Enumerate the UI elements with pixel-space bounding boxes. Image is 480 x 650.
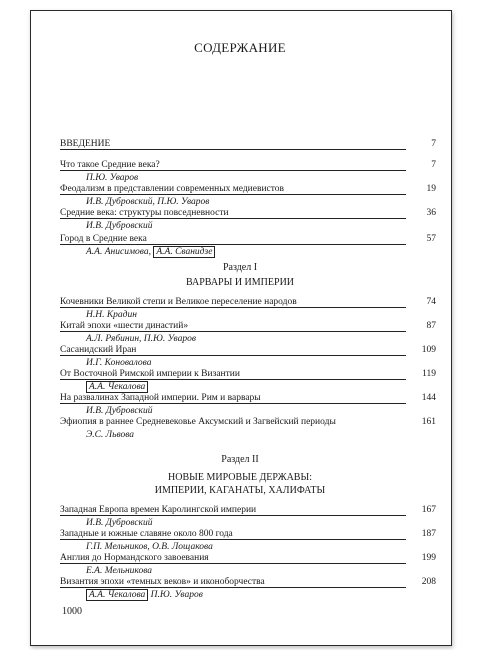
entry-title: На развалинах Западной империи. Рим и варвары bbox=[60, 393, 261, 403]
entry-title: Сасанидский Иран bbox=[60, 345, 137, 355]
entry-page: 208 bbox=[421, 577, 436, 587]
leader-line bbox=[60, 170, 406, 171]
entry-authors: Г.П. Мельников, О.В. Лощакова bbox=[86, 542, 213, 552]
entry-page: 161 bbox=[421, 417, 436, 427]
section-label: Раздел I bbox=[222, 262, 258, 273]
contents-heading: СОДЕРЖАНИЕ bbox=[194, 40, 286, 55]
toc-entry bbox=[60, 504, 436, 529]
entry-title: Город в Средние века bbox=[60, 234, 147, 244]
entry-title: Кочевники Великой степи и Великое переселение народов bbox=[60, 297, 297, 307]
toc-entry bbox=[60, 296, 436, 321]
leader-line bbox=[60, 403, 406, 404]
entry-page: 109 bbox=[421, 345, 436, 355]
author-name-boxed: А.А. Сванидзе bbox=[153, 246, 215, 258]
author-name-boxed: А.А. Чекалова bbox=[86, 589, 148, 601]
toc-entry bbox=[60, 528, 436, 553]
entry-title: Западные и южные славяне около 800 года bbox=[60, 529, 233, 539]
leader-line bbox=[60, 149, 406, 150]
entry-authors: П.Ю. Уваров bbox=[86, 173, 139, 183]
toc-entry bbox=[60, 392, 436, 417]
toc-entry bbox=[60, 207, 436, 232]
leader-line bbox=[60, 218, 406, 219]
entry-page: 199 bbox=[421, 553, 436, 563]
entry-title: Китай эпохи «шести династий» bbox=[60, 321, 189, 331]
entry-title: Что такое Средние века? bbox=[60, 160, 160, 170]
toc-entry bbox=[60, 576, 436, 601]
entry-authors: А.Л. Рябинин, П.Ю. Уваров bbox=[86, 334, 196, 344]
toc-entry bbox=[60, 368, 436, 393]
entry-authors: Э.С. Львова bbox=[86, 430, 134, 440]
entry-authors bbox=[86, 246, 436, 258]
section-title: НОВЫЕ МИРОВЫЕ ДЕРЖАВЫ: bbox=[168, 472, 312, 483]
toc-entry bbox=[60, 233, 436, 258]
entry-authors: И.В. Дубровский bbox=[86, 406, 153, 416]
toc-entry bbox=[60, 552, 436, 577]
entry-page: 119 bbox=[422, 369, 436, 379]
entry-title: Византия эпохи «темных веков» и иконоборчества bbox=[60, 577, 265, 587]
author-name: П.Ю. Уваров bbox=[150, 590, 203, 600]
toc-entry bbox=[60, 183, 436, 208]
entry-authors: И.Г. Коновалова bbox=[86, 358, 152, 368]
entry-authors bbox=[86, 589, 436, 601]
entry-authors: И.В. Дубровский bbox=[86, 221, 153, 231]
leader-line bbox=[60, 307, 406, 308]
entry-authors: И.В. Дубровский, П.Ю. Уваров bbox=[86, 197, 210, 207]
entry-page: 7 bbox=[431, 139, 436, 149]
entry-page: 74 bbox=[426, 297, 436, 307]
entry-title: Западная Европа времен Каролингской империи bbox=[60, 505, 257, 515]
section-title: ВАРВАРЫ И ИМПЕРИИ bbox=[185, 277, 295, 288]
entry-authors: Н.Н. Крадин bbox=[86, 310, 137, 320]
leader-line bbox=[60, 379, 406, 380]
leader-line bbox=[60, 563, 406, 564]
leader-line bbox=[60, 587, 406, 588]
section-label: Раздел II bbox=[221, 454, 259, 465]
leader-line bbox=[60, 244, 406, 245]
entry-page: 167 bbox=[421, 505, 436, 515]
entry-page: 36 bbox=[426, 208, 436, 218]
leader-line bbox=[60, 515, 406, 516]
entry-title: Англия до Нормандского завоевания bbox=[60, 553, 209, 563]
toc-entry bbox=[60, 416, 436, 441]
entry-title: Средние века: структуры повседневности bbox=[60, 208, 229, 218]
page-number: 1000 bbox=[62, 606, 82, 617]
toc-entry bbox=[60, 320, 436, 345]
entry-page: 57 bbox=[426, 234, 436, 244]
leader-line bbox=[60, 539, 406, 540]
entry-page: 87 bbox=[426, 321, 436, 331]
toc-entry bbox=[60, 159, 436, 184]
entry-authors: Е.А. Мельникова bbox=[86, 566, 153, 576]
entry-page: 187 bbox=[421, 529, 436, 539]
entry-page: 144 bbox=[421, 393, 436, 403]
entry-title: От Восточной Римской империи к Византии bbox=[60, 369, 240, 379]
entry-title: ВВЕДЕНИЕ bbox=[60, 139, 111, 149]
entry-title: Феодализм в представлении современных медиевистов bbox=[60, 184, 285, 194]
entry-authors: И.В. Дубровский bbox=[86, 518, 153, 528]
leader-line bbox=[60, 355, 406, 356]
leader-line bbox=[60, 194, 406, 195]
entry-page: 19 bbox=[426, 184, 436, 194]
author-name: А.А. Анисимова, bbox=[86, 247, 151, 257]
toc-entry bbox=[60, 344, 436, 369]
author-name-boxed: А.А. Чекалова bbox=[86, 381, 148, 393]
toc-entry bbox=[60, 138, 436, 151]
entry-page: 7 bbox=[431, 160, 436, 170]
leader-line bbox=[60, 331, 406, 332]
entry-title: Эфиопия в раннее Средневековье Аксумский и Загвейский периоды bbox=[60, 417, 336, 427]
section-title: ИМПЕРИИ, КАГАНАТЫ, ХАЛИФАТЫ bbox=[154, 485, 326, 496]
